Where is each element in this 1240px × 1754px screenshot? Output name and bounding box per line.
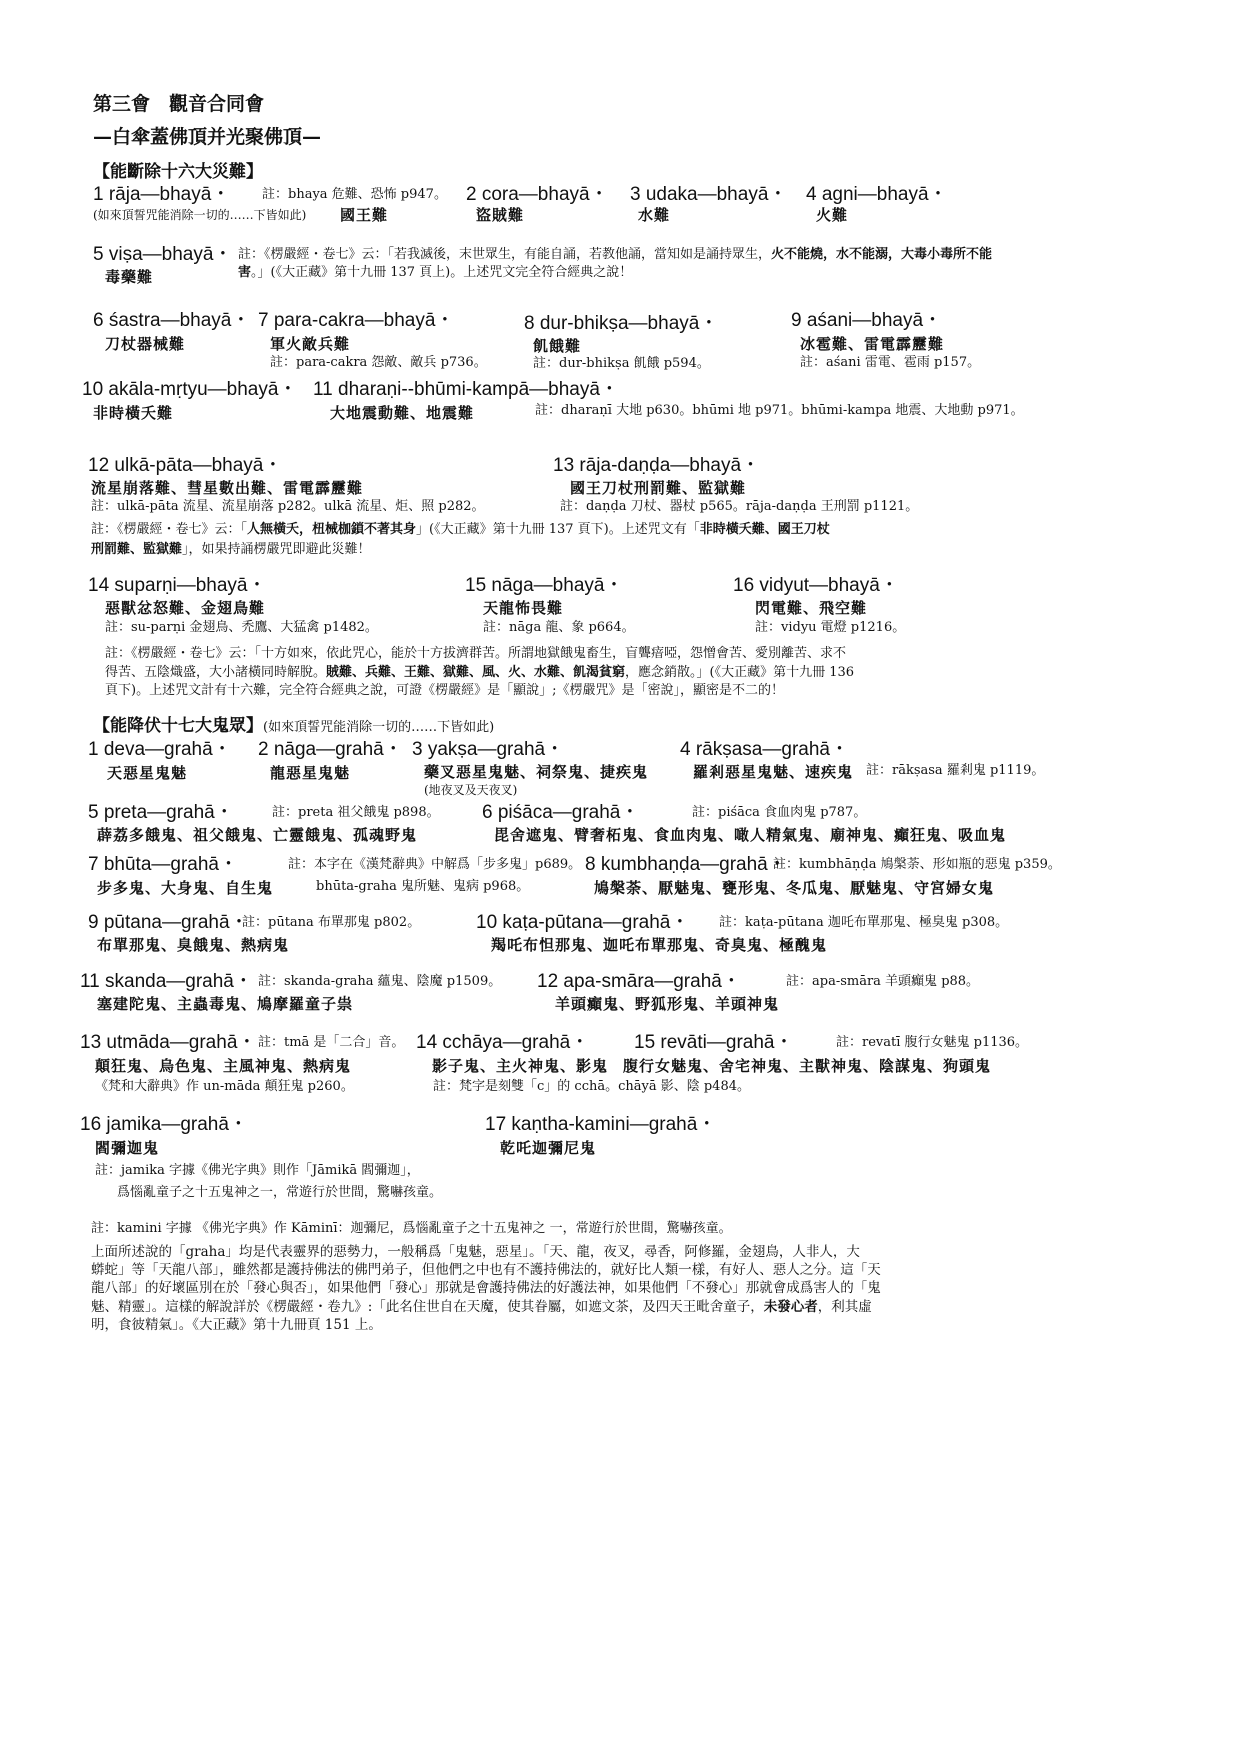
note-jamika-1: 註：jamika 字據《佛光字典》則作「Jāmikā 閻彌迦」， xyxy=(95,1163,420,1178)
note-kamini: 註：kamini 字據 《佛光字典》作 Kāminī：迦彌尼，爲惱亂童子之十五鬼神之 一，常遊行於世間，驚嚇孩童。 xyxy=(91,1221,732,1236)
disaster-item-4: 4 agni—bhayā・ xyxy=(806,184,948,205)
ghost-item-16-zh: 閻彌迦鬼 xyxy=(95,1139,160,1157)
note-bhuta-2: bhūta-graha 鬼所魅、鬼病 p968。 xyxy=(316,879,530,894)
note-kataputana: 註：kaṭa-pūtana 迦吒布單那鬼、極臭鬼 p308。 xyxy=(719,915,1009,930)
note-paracakra: 註：para-cakra 怨敵、敵兵 p736。 xyxy=(270,355,487,370)
ghost-item-8: 8 kumbhaṇḍa—grahā・ xyxy=(585,854,787,875)
note-lengyan-7a-line1: 註：《楞嚴經・卷七》云：「人無橫夭，杻械枷鎖不著其身」(《大正藏》第十九冊 137 頁下)。上述咒文有「非時橫夭難、國王刀杖 xyxy=(91,522,830,537)
ghost-item-1-zh: 天惡星鬼魅 xyxy=(107,764,188,782)
note-apasmara: 註：apa-smāra 羊頭癲鬼 p88。 xyxy=(786,974,980,989)
section-heading-disasters: 【能斷除十六大災難】 xyxy=(93,162,263,182)
disaster-item-5: 5 viṣa—bhayā・ xyxy=(93,244,233,265)
ghost-item-17-zh: 乾吒迦彌尼鬼 xyxy=(500,1139,597,1157)
note-skanda: 註：skanda-graha 蘊鬼、陰魔 p1509。 xyxy=(258,974,502,989)
disaster-item-1-zh: 國王難 xyxy=(340,206,389,224)
note-raksasa: 註：rākṣasa 羅剎鬼 p1119。 xyxy=(866,763,1045,778)
note-visa-line1: 註：《楞嚴經・卷七》云：「若我滅後，末世眾生，有能自誦，若教他誦，當知如是誦持眾生，火不能燒，水不能溺，大毒小毒所不能 xyxy=(238,247,993,262)
ghost-item-9: 9 pūtana—grahā・ xyxy=(88,912,249,933)
disaster-item-11: 11 dharaṇi--bhūmi-kampā—bhayā・ xyxy=(313,379,619,400)
disaster-item-15: 15 nāga—bhayā・ xyxy=(465,575,624,596)
closing-line-4: 魅、精靈」。這樣的解說詳於《楞嚴經・卷九》:「此名住世自在天魔，使其眷屬，如遮文茶，及四天王毗舍童子，未發心者，利其虛 xyxy=(91,1298,872,1315)
ghost-item-3: 3 yakṣa—grahā・ xyxy=(412,739,565,760)
ghost-item-12-zh: 羊頭癲鬼、野狐形鬼、羊頭神鬼 xyxy=(555,995,780,1013)
note-asani: 註：aśani 雷電、雹雨 p157。 xyxy=(800,355,981,370)
ghost-item-3-zh: 藥叉惡星鬼魅、祠祭鬼、捷疾鬼 xyxy=(424,763,649,781)
ghost-item-8-zh: 鳩槃荼、厭魅鬼、甕形鬼、冬瓜鬼、厭魅鬼、守宮婦女鬼 xyxy=(594,879,995,897)
ghost-item-1: 1 deva—grahā・ xyxy=(88,739,232,760)
note-utmada-2: 《梵和大辭典》作 un-māda 顛狂鬼 p260。 xyxy=(95,1079,354,1094)
disaster-item-12: 12 ulkā-pāta—bhayā・ xyxy=(88,455,283,476)
ghost-item-4: 4 rākṣasa—grahā・ xyxy=(680,739,849,760)
note-suparni: 註：su-parṇi 金翅鳥、禿鷹、大猛禽 p1482。 xyxy=(105,620,378,635)
note-lengyan-7b-line3: 頁下)。上述咒文計有十六難，完全符合經典之說，可證《楞嚴經》是「顯說」;《楞嚴咒》是「密說」，顯密是不二的！ xyxy=(105,683,784,698)
disaster-item-9: 9 aśani—bhayā・ xyxy=(791,310,943,331)
scope-note: (如來頂誓咒能消除一切的……下皆如此) xyxy=(93,208,307,222)
ghost-item-16: 16 jamika—grahā・ xyxy=(80,1114,248,1135)
note-putana: 註：pūtana 布單那鬼 p802。 xyxy=(242,915,421,930)
ghost-item-13-zh: 顛狂鬼、烏色鬼、主風神鬼、熱病鬼 xyxy=(95,1057,352,1075)
note-preta: 註：preta 祖父餓鬼 p898。 xyxy=(272,805,440,820)
disaster-item-4-zh: 火難 xyxy=(816,206,849,224)
section-heading-ghosts-wrap xyxy=(93,717,494,737)
section-heading-ghosts-suffix: (如來頂誓咒能消除一切的……下皆如此) xyxy=(263,720,495,735)
note-utmada-1: 註：tmā 是「二合」音。 xyxy=(258,1035,405,1050)
disaster-item-3-zh: 水難 xyxy=(638,206,671,224)
ghost-item-15: 15 revāti—grahā・ xyxy=(634,1032,794,1053)
page-title: 第三會 觀音合同會 xyxy=(93,93,265,115)
closing-line-1: 上面所述說的「graha」均是代表靈界的惡勢力，一般稱爲「鬼魅，惡星」。「天、龍，夜叉，尋香，阿修羅，金翅鳥，人非人，大 xyxy=(91,1244,860,1260)
disaster-item-8-zh: 飢餓難 xyxy=(533,337,582,355)
note-lengyan-7b-line2: 得苦、五陰熾盛，大小諸橫同時解脫。賊難、兵難、王難、獄難、風、火、水難、飢渴貧窮，應念銷散。」(《大正藏》第十九冊 136 xyxy=(105,665,855,680)
note-jamika-2: 爲惱亂童子之十五鬼神之一，常遊行於世間，驚嚇孩童。 xyxy=(117,1185,443,1200)
ghost-item-17: 17 kaṇtha-kamini—grahā・ xyxy=(485,1114,717,1135)
ghost-item-9-zh: 布單那鬼、臭餓鬼、熱病鬼 xyxy=(97,936,290,954)
ghost-item-7-zh: 步多鬼、大身鬼、自生鬼 xyxy=(97,879,274,897)
note-cchaya: 註：梵字是刻雙「c」的 cchā。chāyā 影、陰 p484。 xyxy=(433,1079,750,1094)
ghost-item-2-zh: 龍惡星鬼魅 xyxy=(270,764,351,782)
disaster-item-13-zh: 國王刀杖刑罰難、監獄難 xyxy=(570,479,747,497)
disaster-item-8: 8 dur-bhikṣa—bhayā・ xyxy=(524,313,719,334)
ghost-item-3-sub: (地夜叉及天夜叉) xyxy=(424,783,518,797)
disaster-item-3: 3 udaka—bhayā・ xyxy=(630,184,788,205)
closing-line-3: 龍八部」的好壞區別在於「發心與否」，如果他們「發心」那就是會護持佛法的好護法神，如果他們「不發心」那就會成爲害人的「鬼 xyxy=(91,1280,881,1297)
ghost-item-4-zh: 羅剎惡星鬼魅、速疾鬼 xyxy=(693,763,854,781)
note-visa-line2: 害。」(《大正藏》第十九冊 137 頁上)。上述咒文完全符合經典之說！ xyxy=(238,265,633,280)
disaster-item-16-zh: 閃電難、飛空難 xyxy=(755,599,868,617)
disaster-item-14-zh: 惡獸忿怒難、金翅鳥難 xyxy=(105,599,266,617)
disaster-item-16: 16 vidyut—bhayā・ xyxy=(733,575,899,596)
ghost-item-11-zh: 塞建陀鬼、主蟲毒鬼、鳩摩羅童子祟 xyxy=(97,995,354,1013)
ghost-item-14-zh: 影子鬼、主火神鬼、影鬼 xyxy=(432,1057,609,1075)
ghost-item-15-zh: 腹行女魅鬼、舍宅神鬼、主獸神鬼、陰謀鬼、狗頭鬼 xyxy=(623,1057,992,1075)
note-dharani: 註：dharaṇī 大地 p630。bhūmi 地 p971。bhūmi-kampa 地震、大地動 p971。 xyxy=(535,403,1024,418)
disaster-item-5-zh: 毒藥難 xyxy=(105,268,154,286)
disaster-item-6: 6 śastra—bhayā・ xyxy=(93,310,251,331)
disaster-item-14: 14 suparṇi—bhayā・ xyxy=(88,575,267,596)
ghost-item-10-zh: 羯吒布怛那鬼、迦吒布單那鬼、奇臭鬼、極醜鬼 xyxy=(491,936,828,954)
ghost-item-13: 13 utmāda—grahā・ xyxy=(80,1032,257,1053)
disaster-item-10: 10 akāla-mṛtyu—bhayā・ xyxy=(82,379,298,400)
ghost-item-7: 7 bhūta—grahā・ xyxy=(88,854,238,875)
note-lengyan-7a-line2: 刑罰難、監獄難」，如果持誦楞嚴咒即避此災難！ xyxy=(91,542,371,557)
closing-line-5: 明，食彼精氣」。《大正藏》第十九冊頁 151 上。 xyxy=(91,1316,382,1333)
disaster-item-7-zh: 軍火敵兵難 xyxy=(270,335,351,353)
ghost-item-6: 6 piśāca—grahā・ xyxy=(482,802,640,823)
note-vidyu: 註：vidyu 電燈 p1216。 xyxy=(755,620,906,635)
disaster-item-2-zh: 盜賊難 xyxy=(476,206,525,224)
note-kumbhanda: 註：kumbhāṇḍa 鳩槃荼、形如瓶的惡鬼 p359。 xyxy=(773,857,1061,872)
page-subtitle: —白傘蓋佛頂并光聚佛頂— xyxy=(93,126,322,148)
ghost-item-12: 12 apa-smāra—grahā・ xyxy=(537,971,741,992)
ghost-item-5: 5 preta—grahā・ xyxy=(88,802,234,823)
note-ulka: 註：ulkā-pāta 流星、流星崩落 p282。ulkā 流星、炬、照 p282。 xyxy=(91,499,485,514)
ghost-item-6-zh: 毘舍遮鬼、臂奢柘鬼、食血肉鬼、噉人精氣鬼、廟神鬼、癲狂鬼、吸血鬼 xyxy=(494,826,1007,844)
closing-line-2: 蟒蛇」等「天龍八部」，雖然都是護持佛法的佛門弟子，但他們之中也有不護持佛法的，就好比人類一樣，有好人、惡人之分。這「天 xyxy=(91,1262,881,1279)
disaster-item-11-zh: 大地震動難、地震難 xyxy=(330,404,475,422)
ghost-item-10: 10 kaṭa-pūtana—grahā・ xyxy=(476,912,690,933)
ghost-item-5-zh: 薜荔多餓鬼、祖父餓鬼、亡靈餓鬼、孤魂野鬼 xyxy=(97,826,418,844)
disaster-item-1: 1 rāja—bhayā・ xyxy=(93,184,231,205)
note-danda: 註：daṇḍa 刀杖、器杖 p565。rāja-daṇḍa 王刑罰 p1121。 xyxy=(560,499,919,514)
disaster-item-12-zh: 流星崩落難、彗星數出難、雷電霹靂難 xyxy=(91,479,364,497)
note-naga: 註：nāga 龍、象 p664。 xyxy=(483,620,635,635)
disaster-item-10-zh: 非時橫夭難 xyxy=(93,404,174,422)
note-bhuta-1: 註：本字在《漢梵辭典》中解爲「步多鬼」p689。 xyxy=(288,857,582,872)
closing-paragraph xyxy=(91,1243,911,1334)
disaster-item-2: 2 cora—bhayā・ xyxy=(466,184,609,205)
note-pisaca: 註：piśāca 食血肉鬼 p787。 xyxy=(692,805,867,820)
section-heading-ghosts: 【能降伏十七大鬼眾】 xyxy=(93,716,263,736)
disaster-item-9-zh: 冰雹難、雷電霹靂難 xyxy=(800,335,945,353)
note-revati: 註：revatī 腹行女魅鬼 p1136。 xyxy=(836,1035,1029,1050)
note-durbhiksa: 註：dur-bhikṣa 飢餓 p594。 xyxy=(533,356,710,371)
ghost-item-14: 14 cchāya—grahā・ xyxy=(416,1032,590,1053)
disaster-item-13: 13 rāja-daṇḍa—bhayā・ xyxy=(553,455,761,476)
ghost-item-2: 2 nāga—grahā・ xyxy=(258,739,403,760)
ghost-item-11: 11 skanda—grahā・ xyxy=(80,971,253,992)
disaster-item-7: 7 para-cakra—bhayā・ xyxy=(258,310,455,331)
note-lengyan-7b-line1: 註：《楞嚴經・卷七》云：「十方如來，依此咒心，能於十方拔濟群苦。所謂地獄餓鬼畜生，盲聾瘖啞，怨憎會苦、愛別離苦、求不 xyxy=(105,646,847,661)
disaster-item-15-zh: 天龍怖畏難 xyxy=(483,599,564,617)
disaster-item-6-zh: 刀杖器械難 xyxy=(105,335,186,353)
note-bhaya: 註：bhaya 危難、恐怖 p947。 xyxy=(262,187,447,202)
